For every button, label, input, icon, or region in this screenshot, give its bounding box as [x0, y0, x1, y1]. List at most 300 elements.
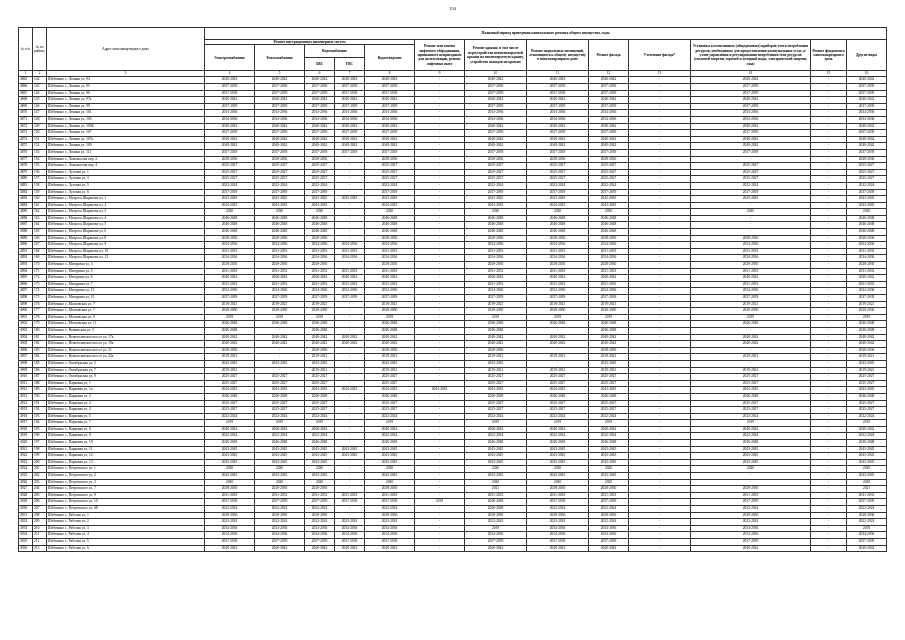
table-cell: -: [335, 176, 365, 183]
header-foundation: Ремонт фундамента многоквартирного дома: [811, 40, 847, 71]
table-cell: 2046-2048: [255, 321, 305, 328]
table-cell: 2031-2033: [847, 281, 887, 288]
table-cell: 2037-2039: [335, 130, 365, 137]
table-cell: -: [629, 420, 691, 427]
table-cell: 2025-2027: [305, 380, 335, 387]
table-cell: 2019: [205, 314, 255, 321]
table-cell: 2043-2045: [527, 202, 589, 209]
table-cell: 2040-2042: [255, 77, 305, 84]
table-cell: 2025-2027: [465, 400, 527, 407]
table-cell: -: [811, 512, 847, 519]
table-cell: -: [415, 538, 465, 545]
table-cell: -: [335, 229, 365, 236]
table-row: [19, 426, 887, 433]
table-cell: -: [415, 473, 465, 480]
table-cell: 2019: [847, 314, 887, 321]
table-cell: -: [415, 308, 465, 315]
address-cell: Шебекино г., Парковая ул, 11: [47, 446, 205, 453]
table-cell: 4913: [19, 393, 33, 400]
address-cell: Шебекино г., Петровского ул, 48: [47, 506, 205, 513]
table-cell: 178: [33, 314, 47, 321]
table-cell: 2019: [527, 420, 589, 427]
table-cell: 2022-2024: [205, 182, 255, 189]
table-row: [19, 163, 887, 170]
table-cell: -: [415, 149, 465, 156]
table-cell: 2037-2039: [847, 538, 887, 545]
table-cell: -: [629, 426, 691, 433]
table-cell: 2040-2042: [205, 77, 255, 84]
table-cell: -: [811, 163, 847, 170]
table-row: [19, 189, 887, 196]
table-row: [19, 525, 887, 532]
address-cell: Шебекино г., Нежеголевское шоссе ул, 19а: [47, 341, 205, 348]
header-engineering-group: Ремонт внутридомовых инженерных систем: [205, 40, 415, 45]
table-row: [19, 334, 887, 341]
table-cell: 2028-2030: [589, 347, 629, 354]
table-cell: 150: [33, 130, 47, 137]
table-cell: -: [811, 189, 847, 196]
table-cell: 2025-2027: [255, 163, 305, 170]
table-cell: 161: [33, 202, 47, 209]
table-cell: 2019-2021: [847, 301, 887, 308]
table-cell: 2034-2036: [255, 110, 305, 117]
table-cell: 2037-2039: [365, 90, 415, 97]
table-cell: 2046-2048: [527, 229, 589, 236]
table-cell: 4929: [19, 499, 33, 506]
table-cell: 151: [33, 136, 47, 143]
table-row: [19, 169, 887, 176]
table-cell: 2037-2039: [847, 499, 887, 506]
table-cell: 4907: [19, 354, 33, 361]
table-cell: 2022-2024: [847, 413, 887, 420]
table-cell: -: [415, 407, 465, 414]
address-cell: Шебекино г., Матроса Шарапова ул, 4: [47, 215, 205, 222]
table-cell: -: [415, 235, 465, 242]
table-row: [19, 84, 887, 91]
table-cell: 162: [33, 209, 47, 216]
table-cell: -: [335, 222, 365, 229]
table-cell: 2037-2039: [255, 538, 305, 545]
table-cell: 2040-2042: [589, 136, 629, 143]
table-cell: 4894: [19, 268, 33, 275]
table-cell: 2043-2045: [305, 196, 335, 203]
table-cell: -: [629, 215, 691, 222]
table-cell: 2040-2042: [335, 275, 365, 282]
table-cell: 2019-2021: [205, 367, 255, 374]
table-cell: 2040-2042: [465, 426, 527, 433]
table-cell: 2040-2042: [465, 136, 527, 143]
table-cell: 4920: [19, 440, 33, 447]
table-cell: 2046-2048: [589, 222, 629, 229]
table-row: [19, 532, 887, 539]
table-cell: 2034-2036: [847, 116, 887, 123]
table-cell: 2040-2042: [691, 143, 811, 150]
table-cell: 2040-2042: [465, 143, 527, 150]
table-cell: 2028-2030: [589, 156, 629, 163]
table-row: [19, 506, 887, 513]
table-cell: -: [811, 116, 847, 123]
table-cell: 2019-2021: [465, 354, 527, 361]
table-cell: 2031-2033: [365, 248, 415, 255]
table-cell: -: [629, 149, 691, 156]
table-cell: 2040-2042: [465, 275, 527, 282]
table-cell: 2040-2042: [527, 136, 589, 143]
table-cell: 2034-2036: [589, 110, 629, 117]
table-cell: 4880: [19, 176, 33, 183]
table-cell: -: [629, 393, 691, 400]
table-cell: 2037-2039: [527, 84, 589, 91]
table-cell: 2022-2024: [305, 506, 335, 513]
address-cell: Шебекино г., Ленина ул, 103: [47, 116, 205, 123]
table-row: [19, 255, 887, 262]
table-cell: 2040-2042: [365, 136, 415, 143]
table-cell: 2028-2030: [847, 512, 887, 519]
table-cell: 2034-2036: [847, 532, 887, 539]
address-cell: Шебекино г., Парковая ул, 4: [47, 407, 205, 414]
table-cell: 2043-2045: [255, 453, 305, 460]
table-cell: 2040-2042: [305, 97, 335, 104]
table-cell: -: [415, 103, 465, 110]
table-cell: 2034-2036: [589, 116, 629, 123]
table-cell: 4865: [19, 77, 33, 84]
address-cell: Шебекино г., Ломоносова пер, 2: [47, 156, 205, 163]
table-cell: 2037-2039: [847, 103, 887, 110]
table-cell: 2040-2042: [465, 97, 527, 104]
table-cell: 2037-2039: [691, 149, 811, 156]
table-cell: 2025-2027: [205, 407, 255, 414]
table-cell: 2020: [365, 209, 415, 216]
table-cell: 2028-2030: [847, 347, 887, 354]
table-cell: 2022-2024: [691, 506, 811, 513]
table-cell: 2043-2045: [527, 453, 589, 460]
table-cell: 2040-2042: [205, 97, 255, 104]
table-row: [19, 492, 887, 499]
table-cell: 155: [33, 163, 47, 170]
table-cell: 4898: [19, 295, 33, 302]
table-cell: 197: [33, 440, 47, 447]
table-cell: 2022-2024: [589, 506, 629, 513]
table-cell: 2034-2036: [691, 532, 811, 539]
table-cell: 2031-2033: [691, 268, 811, 275]
table-cell: 2034-2036: [335, 116, 365, 123]
table-cell: 2031-2033: [465, 492, 527, 499]
table-cell: 2034-2036: [335, 242, 365, 249]
table-row: [19, 176, 887, 183]
table-cell: 2046-2048: [847, 393, 887, 400]
table-cell: 2037-2039: [465, 103, 527, 110]
table-row: [19, 367, 887, 374]
table-cell: -: [335, 301, 365, 308]
table-cell: -: [691, 215, 811, 222]
table-cell: 2034-2036: [691, 255, 811, 262]
table-cell: 2040-2042: [335, 143, 365, 150]
table-cell: 2034-2036: [465, 242, 527, 249]
table-cell: 2043-2045: [691, 446, 811, 453]
table-cell: 157: [33, 176, 47, 183]
table-cell: 4905: [19, 341, 33, 348]
table-cell: 2046-2048: [365, 215, 415, 222]
table-cell: 2037-2039: [365, 499, 415, 506]
table-cell: 2034-2036: [465, 532, 527, 539]
table-cell: 2025-2027: [691, 407, 811, 414]
table-cell: 2025-2027: [465, 169, 527, 176]
table-cell: -: [811, 222, 847, 229]
table-cell: 2022-2024: [255, 519, 305, 526]
table-cell: -: [335, 360, 365, 367]
column-number: 11: [527, 71, 589, 77]
table-cell: 2040-2042: [205, 136, 255, 143]
table-cell: 2040-2042: [255, 136, 305, 143]
table-cell: 2046-2048: [365, 327, 415, 334]
table-cell: -: [415, 295, 465, 302]
table-cell: -: [691, 479, 811, 486]
table-cell: 2034-2036: [527, 242, 589, 249]
address-cell: Шебекино г., Октябрьская ул, 5: [47, 360, 205, 367]
table-cell: 2043-2045: [465, 360, 527, 367]
address-cell: Шебекино г., Парковая ул, 10: [47, 440, 205, 447]
table-cell: 2037-2039: [335, 84, 365, 91]
table-cell: 2037-2039: [305, 103, 335, 110]
table-cell: -: [415, 459, 465, 466]
table-cell: -: [415, 341, 465, 348]
table-cell: -: [629, 229, 691, 236]
table-cell: 2043-2045: [305, 473, 335, 480]
table-cell: 2019: [589, 314, 629, 321]
table-cell: 2043-2045: [527, 459, 589, 466]
table-cell: 2034-2036: [589, 255, 629, 262]
table-cell: 2034-2036: [255, 255, 305, 262]
table-cell: -: [335, 374, 365, 381]
table-cell: 2046-2048: [305, 393, 335, 400]
table-cell: 2025-2027: [847, 380, 887, 387]
table-cell: 2028-2030: [365, 486, 415, 493]
table-cell: -: [811, 426, 847, 433]
table-cell: 2034-2036: [365, 288, 415, 295]
table-cell: 2046-2048: [465, 321, 527, 328]
table-cell: 2028-2030: [205, 486, 255, 493]
table-cell: 4895: [19, 275, 33, 282]
table-cell: 2025-2027: [691, 374, 811, 381]
table-cell: -: [811, 380, 847, 387]
table-cell: -: [811, 103, 847, 110]
table-cell: 2025-2027: [589, 176, 629, 183]
table-cell: 2040-2042: [335, 334, 365, 341]
table-cell: -: [415, 327, 465, 334]
table-cell: 2020: [847, 479, 887, 486]
table-cell: 2034-2036: [365, 255, 415, 262]
table-cell: 2022-2024: [527, 182, 589, 189]
table-cell: 2034-2036: [305, 288, 335, 295]
table-cell: -: [629, 321, 691, 328]
table-cell: 2040-2042: [305, 77, 335, 84]
table-cell: 2034-2036: [335, 110, 365, 117]
address-cell: Шебекино г., Парковая ул, 8: [47, 426, 205, 433]
table-cell: 2040-2042: [847, 136, 887, 143]
table-row: [19, 321, 887, 328]
table-cell: 2043-2045: [847, 360, 887, 367]
table-cell: -: [691, 327, 811, 334]
table-cell: -: [415, 262, 465, 269]
table-cell: -: [629, 123, 691, 130]
table-cell: 2037-2039: [691, 499, 811, 506]
table-cell: 2037-2039: [365, 538, 415, 545]
table-cell: 2043-2045: [465, 196, 527, 203]
table-cell: -: [335, 209, 365, 216]
table-row: [19, 295, 887, 302]
table-cell: 2025-2027: [589, 400, 629, 407]
table-cell: -: [811, 262, 847, 269]
table-cell: 2022-2024: [205, 413, 255, 420]
table-cell: 2028-2030: [205, 347, 255, 354]
table-cell: 2040-2042: [305, 334, 335, 341]
table-cell: -: [629, 255, 691, 262]
address-cell: Шебекино г., Ленина ул, 96: [47, 90, 205, 97]
table-cell: 2025-2027: [465, 407, 527, 414]
table-cell: 2046-2048: [589, 393, 629, 400]
table-cell: 2034-2036: [527, 110, 589, 117]
table-cell: -: [415, 532, 465, 539]
table-cell: -: [811, 532, 847, 539]
table-cell: -: [811, 367, 847, 374]
address-cell: Шебекино г., Московская ул, 7: [47, 301, 205, 308]
table-cell: 2019-2021: [365, 354, 415, 361]
table-cell: 2025-2027: [589, 407, 629, 414]
table-cell: 2040-2042: [305, 545, 335, 552]
table-cell: -: [811, 400, 847, 407]
table-cell: 2028-2030: [847, 156, 887, 163]
table-cell: -: [335, 413, 365, 420]
table-cell: -: [335, 400, 365, 407]
table-row: [19, 116, 887, 123]
table-cell: -: [811, 387, 847, 394]
table-cell: 2019-2021: [691, 367, 811, 374]
table-cell: 2040-2042: [465, 334, 527, 341]
table-cell: 4923: [19, 459, 33, 466]
table-cell: 4933: [19, 525, 33, 532]
table-cell: -: [255, 367, 305, 374]
table-cell: -: [335, 314, 365, 321]
table-cell: -: [335, 393, 365, 400]
table-row: [19, 242, 887, 249]
table-cell: 186: [33, 367, 47, 374]
table-cell: -: [629, 163, 691, 170]
table-cell: 2034-2036: [205, 288, 255, 295]
table-cell: 2037-2039: [255, 499, 305, 506]
table-cell: 2043-2045: [205, 446, 255, 453]
table-cell: 196: [33, 433, 47, 440]
table-row: [19, 77, 887, 84]
table-cell: 2037-2039: [205, 499, 255, 506]
table-cell: -: [811, 97, 847, 104]
table-cell: 2020: [205, 479, 255, 486]
table-cell: 2040-2042: [305, 123, 335, 130]
table-cell: 2028-2030: [205, 308, 255, 315]
table-cell: 2022-2024: [365, 433, 415, 440]
table-cell: -: [811, 110, 847, 117]
table-cell: 211: [33, 532, 47, 539]
table-cell: 2043-2045: [335, 196, 365, 203]
table-cell: 2037-2039: [589, 130, 629, 137]
table-cell: -: [811, 341, 847, 348]
table-cell: 2034-2036: [527, 255, 589, 262]
table-cell: -: [629, 196, 691, 203]
table-cell: 4874: [19, 136, 33, 143]
table-cell: 2034-2036: [847, 242, 887, 249]
table-cell: -: [415, 314, 465, 321]
address-cell: Шебекино г., Рабочая ул, 1: [47, 512, 205, 519]
table-cell: 2043-2045: [847, 387, 887, 394]
table-cell: -: [335, 163, 365, 170]
table-row: [19, 347, 887, 354]
table-cell: 212: [33, 538, 47, 545]
address-cell: Шебекино г., Парковая ул, 1: [47, 380, 205, 387]
table-cell: 2028-2030: [527, 235, 589, 242]
table-cell: 2034-2036: [527, 116, 589, 123]
table-cell: 2022-2024: [255, 506, 305, 513]
table-cell: 2022-2024: [205, 433, 255, 440]
table-cell: -: [415, 215, 465, 222]
table-cell: 2046-2048: [847, 327, 887, 334]
address-cell: Шебекино г., Петровского ул, 10: [47, 499, 205, 506]
column-number: 7: [335, 71, 365, 77]
table-cell: -: [629, 182, 691, 189]
table-cell: 4922: [19, 453, 33, 460]
table-row: [19, 182, 887, 189]
address-cell: Шебекино г., Луговая ул, 6: [47, 189, 205, 196]
table-cell: 2028-2030: [305, 347, 335, 354]
table-cell: 2031-2033: [527, 268, 589, 275]
table-cell: -: [691, 347, 811, 354]
table-cell: 2031-2033: [365, 268, 415, 275]
table-cell: 2020: [589, 466, 629, 473]
table-cell: 2031-2033: [365, 281, 415, 288]
address-cell: Шебекино г., Октябрьская ул, 7: [47, 367, 205, 374]
table-row: [19, 433, 887, 440]
table-row: [19, 110, 887, 117]
table-cell: 2034-2036: [691, 116, 811, 123]
table-cell: 2022-2024: [847, 506, 887, 513]
table-cell: -: [811, 182, 847, 189]
table-cell: 2034-2036: [465, 116, 527, 123]
table-cell: 2019-2021: [527, 367, 589, 374]
table-cell: -: [335, 327, 365, 334]
table-cell: -: [415, 400, 465, 407]
table-cell: -: [415, 420, 465, 427]
table-cell: 4910: [19, 374, 33, 381]
table-cell: 2034-2036: [691, 288, 811, 295]
table-cell: 2031-2033: [527, 492, 589, 499]
table-cell: 2043-2045: [527, 473, 589, 480]
address-cell: Шебекино г., Парковая ул, 9: [47, 433, 205, 440]
table-cell: 2019-2021: [365, 367, 415, 374]
table-cell: 2037-2039: [255, 90, 305, 97]
table-row: [19, 374, 887, 381]
table-cell: 2019: [365, 314, 415, 321]
table-cell: -: [415, 176, 465, 183]
table-cell: 2020: [527, 466, 589, 473]
table-cell: 2034-2036: [255, 532, 305, 539]
table-cell: 4911: [19, 380, 33, 387]
table-cell: 2019: [465, 420, 527, 427]
table-cell: -: [811, 295, 847, 302]
table-cell: 2040-2042: [691, 545, 811, 552]
table-cell: 2019: [305, 314, 335, 321]
table-row: [19, 393, 887, 400]
table-cell: 2037-2039: [465, 189, 527, 196]
table-cell: -: [415, 479, 465, 486]
table-cell: 2040-2042: [365, 545, 415, 552]
table-cell: -: [811, 538, 847, 545]
